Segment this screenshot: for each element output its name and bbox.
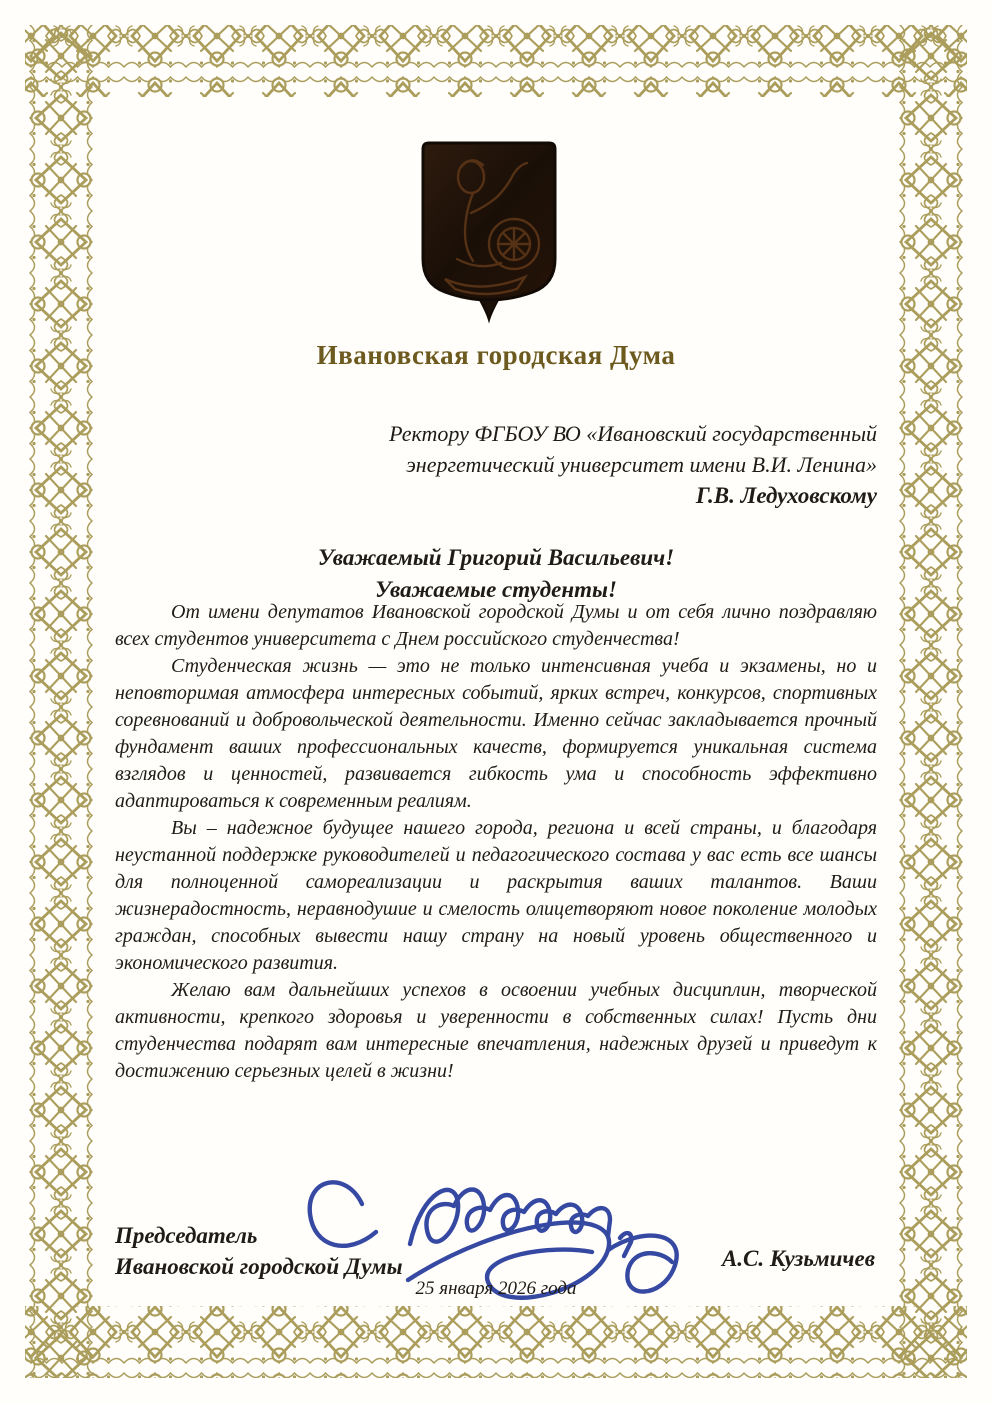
coat-of-arms-icon: [421, 141, 557, 327]
addressee-line1: Ректору ФГБОУ ВО «Ивановский государственный: [389, 421, 877, 446]
paragraph: Студенческая жизнь — это не только интенсивная учеба и экзамены, но и неповторимая атмосфера интересных событий, ярких встреч, конкурсов, спортивных соревнований и добровольческой деятельности. Именно сейчас закладывается прочный фундамент ваших профессиональных качеств, формируется уникальная система взглядов и ценностей, развивается гибкость ума и способность эффективно адаптироваться к современным реалиям.: [115, 655, 877, 812]
addressee-name: Г.В. Ледуховскому: [695, 483, 877, 508]
paragraph: От имени депутатов Ивановской городской Думы и от себя лично поздравляю всех студентов университета с Днем российского студенчества!: [115, 601, 877, 650]
organization-title: Ивановская городская Дума: [316, 340, 676, 370]
signer-name: А.С. Кузьмичев: [721, 1246, 875, 1271]
addressee-line2: энергетический университет имени В.И. Ленина»: [406, 452, 877, 477]
signer-position-line1: Председатель: [115, 1223, 258, 1248]
salutation-line2: Уважаемые студенты!: [375, 577, 617, 602]
paragraph: Вы – надежное будущее нашего города, региона и всей страны, и благодаря неустанной поддержке руководителей и педагогического состава у вас есть все шансы для полноценной самореализации и раскрытия ваших талантов. Ваши жизнерадостность, неравнодушие и смелость олицетворяют новое поколение молодых граждан, способных вывести нашу страну на новый уровень общественного и экономического развития.: [115, 817, 877, 974]
letter-date: 25 января 2026 года: [415, 1278, 577, 1299]
salutation: [115, 542, 877, 606]
addressee-block: [215, 418, 877, 511]
letter-body: [115, 599, 877, 1085]
salutation-line1: Уважаемый Григорий Васильевич!: [317, 545, 675, 570]
paragraph: Желаю вам дальнейших успехов в освоении учебных дисциплин, творческой активности, крепкого здоровья и уверенности в собственных силах! Пусть дни студенчества подарят вам интересные впечатления, надежных друзей и приведут к достижению серьезных целей в жизни!: [115, 979, 877, 1082]
signer-position-line2: Ивановской городской Думы: [115, 1254, 403, 1279]
